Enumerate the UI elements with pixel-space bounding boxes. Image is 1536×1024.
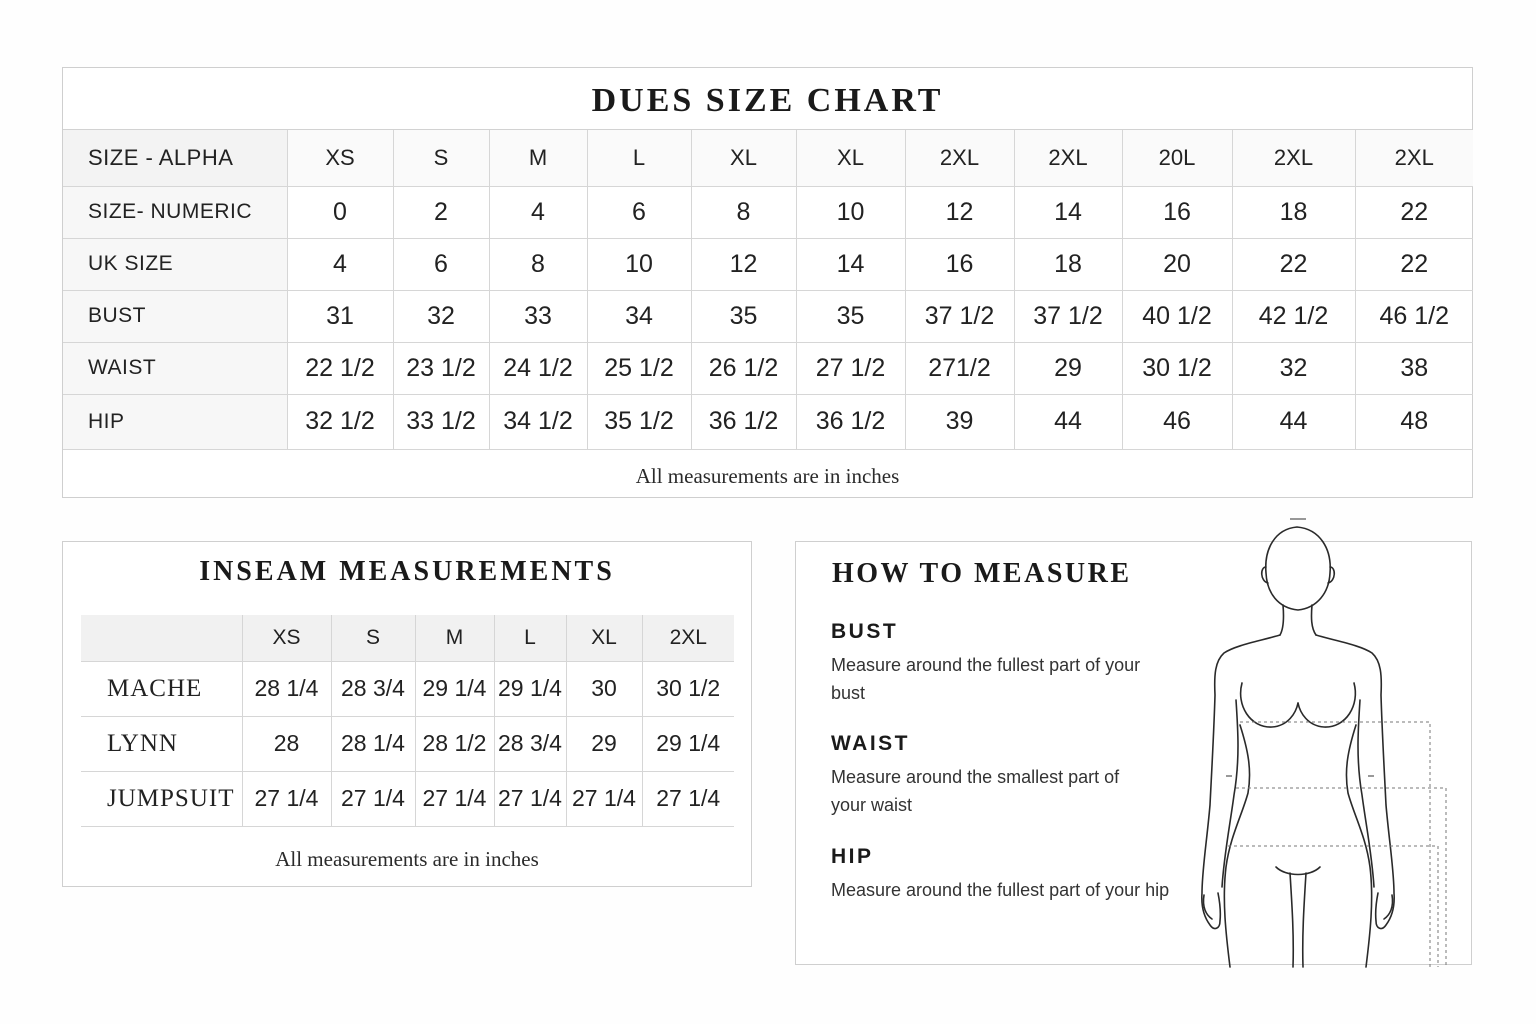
inseam-table: [81, 615, 734, 827]
inseam-header-cell: L: [494, 615, 566, 661]
inseam-cell: 27 1/4: [494, 771, 566, 826]
size-alpha-row: [63, 130, 1473, 186]
size-cell: M: [489, 130, 587, 186]
size-cell: 8: [489, 238, 587, 290]
inseam-cell: 27 1/4: [242, 771, 331, 826]
size-cell: 22: [1232, 238, 1355, 290]
waist-heading: WAIST: [831, 732, 910, 755]
size-chart-title: DUES SIZE CHART: [63, 68, 1472, 130]
size-cell: 46: [1122, 394, 1232, 449]
size-cell: 24 1/2: [489, 342, 587, 394]
size-cell: 271/2: [905, 342, 1014, 394]
inseam-cell: 28: [242, 716, 331, 771]
inseam-row-lynn: [81, 716, 734, 771]
size-cell: 46 1/2: [1355, 290, 1473, 342]
how-to-measure-title: HOW TO MEASURE: [832, 558, 1132, 589]
inseam-header-cell: M: [415, 615, 494, 661]
size-cell: S: [393, 130, 489, 186]
size-cell: 16: [905, 238, 1014, 290]
size-cell: 34 1/2: [489, 394, 587, 449]
inseam-cell: 28 3/4: [494, 716, 566, 771]
size-cell: 8: [691, 186, 796, 238]
inseam-note: All measurements are in inches: [275, 847, 539, 871]
size-cell: 18: [1232, 186, 1355, 238]
inseam-cell: 29: [566, 716, 642, 771]
inseam-row-label: MACHE: [81, 661, 242, 716]
row-label: WAIST: [63, 342, 287, 394]
inseam-cell: 27 1/4: [415, 771, 494, 826]
size-cell: 30 1/2: [1122, 342, 1232, 394]
size-cell: 44: [1232, 394, 1355, 449]
size-cell: 20: [1122, 238, 1232, 290]
inseam-title: INSEAM MEASUREMENTS: [199, 556, 615, 587]
size-cell: 2: [393, 186, 489, 238]
size-cell: 35 1/2: [587, 394, 691, 449]
size-cell: 35: [691, 290, 796, 342]
inseam-cell: 27 1/4: [566, 771, 642, 826]
bust-heading: BUST: [831, 620, 899, 643]
size-chart-table: [63, 130, 1473, 450]
inseam-row-label: LYNN: [81, 716, 242, 771]
size-cell: 12: [691, 238, 796, 290]
size-cell: 22: [1355, 238, 1473, 290]
inseam-cell: 30: [566, 661, 642, 716]
size-cell: 32: [393, 290, 489, 342]
size-cell: 20L: [1122, 130, 1232, 186]
size-cell: 4: [287, 238, 393, 290]
inseam-cell: 29 1/4: [642, 716, 734, 771]
inseam-header-cell: S: [331, 615, 415, 661]
size-cell: 16: [1122, 186, 1232, 238]
size-cell: 34: [587, 290, 691, 342]
inseam-header-row: [81, 615, 734, 661]
hip-heading: HIP: [831, 845, 874, 868]
size-cell: 31: [287, 290, 393, 342]
size-cell: 18: [1014, 238, 1122, 290]
uk-size-row: [63, 238, 1473, 290]
size-cell: 14: [796, 238, 905, 290]
size-cell: 33 1/2: [393, 394, 489, 449]
size-cell: 36 1/2: [796, 394, 905, 449]
size-cell: 32 1/2: [287, 394, 393, 449]
inseam-row-mache: [81, 661, 734, 716]
size-cell: 35: [796, 290, 905, 342]
size-cell: XL: [796, 130, 905, 186]
inseam-cell: 28 1/4: [331, 716, 415, 771]
size-cell: XS: [287, 130, 393, 186]
size-cell: 6: [587, 186, 691, 238]
row-label: SIZE- NUMERIC: [63, 186, 287, 238]
size-cell: 25 1/2: [587, 342, 691, 394]
size-cell: 37 1/2: [1014, 290, 1122, 342]
row-label: UK SIZE: [63, 238, 287, 290]
size-cell: 37 1/2: [905, 290, 1014, 342]
bust-instruction: [831, 620, 1201, 707]
inseam-row-label: JUMPSUIT: [81, 771, 242, 826]
hip-instruction: [831, 845, 1201, 904]
inseam-header-cell: XS: [242, 615, 331, 661]
size-cell: 32: [1232, 342, 1355, 394]
waist-description: Measure around the smallest part of your waist: [831, 767, 1120, 815]
size-cell: 23 1/2: [393, 342, 489, 394]
size-cell: 2XL: [1232, 130, 1355, 186]
inseam-cell: 29 1/4: [494, 661, 566, 716]
size-cell: 33: [489, 290, 587, 342]
size-cell: 27 1/2: [796, 342, 905, 394]
size-cell: 6: [393, 238, 489, 290]
inseam-card: [62, 541, 752, 887]
size-cell: 38: [1355, 342, 1473, 394]
bust-row: [63, 290, 1473, 342]
size-cell: 40 1/2: [1122, 290, 1232, 342]
inseam-cell: 27 1/4: [642, 771, 734, 826]
size-cell: L: [587, 130, 691, 186]
size-cell: 48: [1355, 394, 1473, 449]
size-cell: 36 1/2: [691, 394, 796, 449]
size-numeric-row: [63, 186, 1473, 238]
row-label: SIZE - ALPHA: [63, 130, 287, 186]
inseam-header-cell: XL: [566, 615, 642, 661]
hip-description: Measure around the fullest part of your hip: [831, 880, 1170, 900]
body-outline-icon: [1190, 515, 1455, 970]
inseam-cell: 28 1/2: [415, 716, 494, 771]
size-cell: 0: [287, 186, 393, 238]
size-cell: 2XL: [1355, 130, 1473, 186]
size-cell: 14: [1014, 186, 1122, 238]
size-chart-note: All measurements are in inches: [635, 463, 900, 488]
size-cell: 10: [796, 186, 905, 238]
inseam-cell: 28 1/4: [242, 661, 331, 716]
size-cell: XL: [691, 130, 796, 186]
size-cell: 39: [905, 394, 1014, 449]
size-cell: 42 1/2: [1232, 290, 1355, 342]
row-label: BUST: [63, 290, 287, 342]
inseam-cell: 28 3/4: [331, 661, 415, 716]
bust-description: Measure around the fullest part of your bust: [831, 655, 1141, 703]
size-cell: 26 1/2: [691, 342, 796, 394]
waist-instruction: [831, 732, 1201, 819]
inseam-cell: 27 1/4: [331, 771, 415, 826]
size-cell: 44: [1014, 394, 1122, 449]
size-cell: 2XL: [1014, 130, 1122, 186]
inseam-row-jumpsuit: [81, 771, 734, 826]
inseam-header-cell: [81, 615, 242, 661]
inseam-header-cell: 2XL: [642, 615, 734, 661]
size-cell: 22 1/2: [287, 342, 393, 394]
size-chart-card: [62, 67, 1473, 498]
size-cell: 10: [587, 238, 691, 290]
row-label: HIP: [63, 394, 287, 449]
waist-row: [63, 342, 1473, 394]
size-cell: 4: [489, 186, 587, 238]
size-cell: 22: [1355, 186, 1473, 238]
inseam-cell: 30 1/2: [642, 661, 734, 716]
hip-row: [63, 394, 1473, 449]
size-cell: 2XL: [905, 130, 1014, 186]
size-cell: 29: [1014, 342, 1122, 394]
inseam-cell: 29 1/4: [415, 661, 494, 716]
size-cell: 12: [905, 186, 1014, 238]
